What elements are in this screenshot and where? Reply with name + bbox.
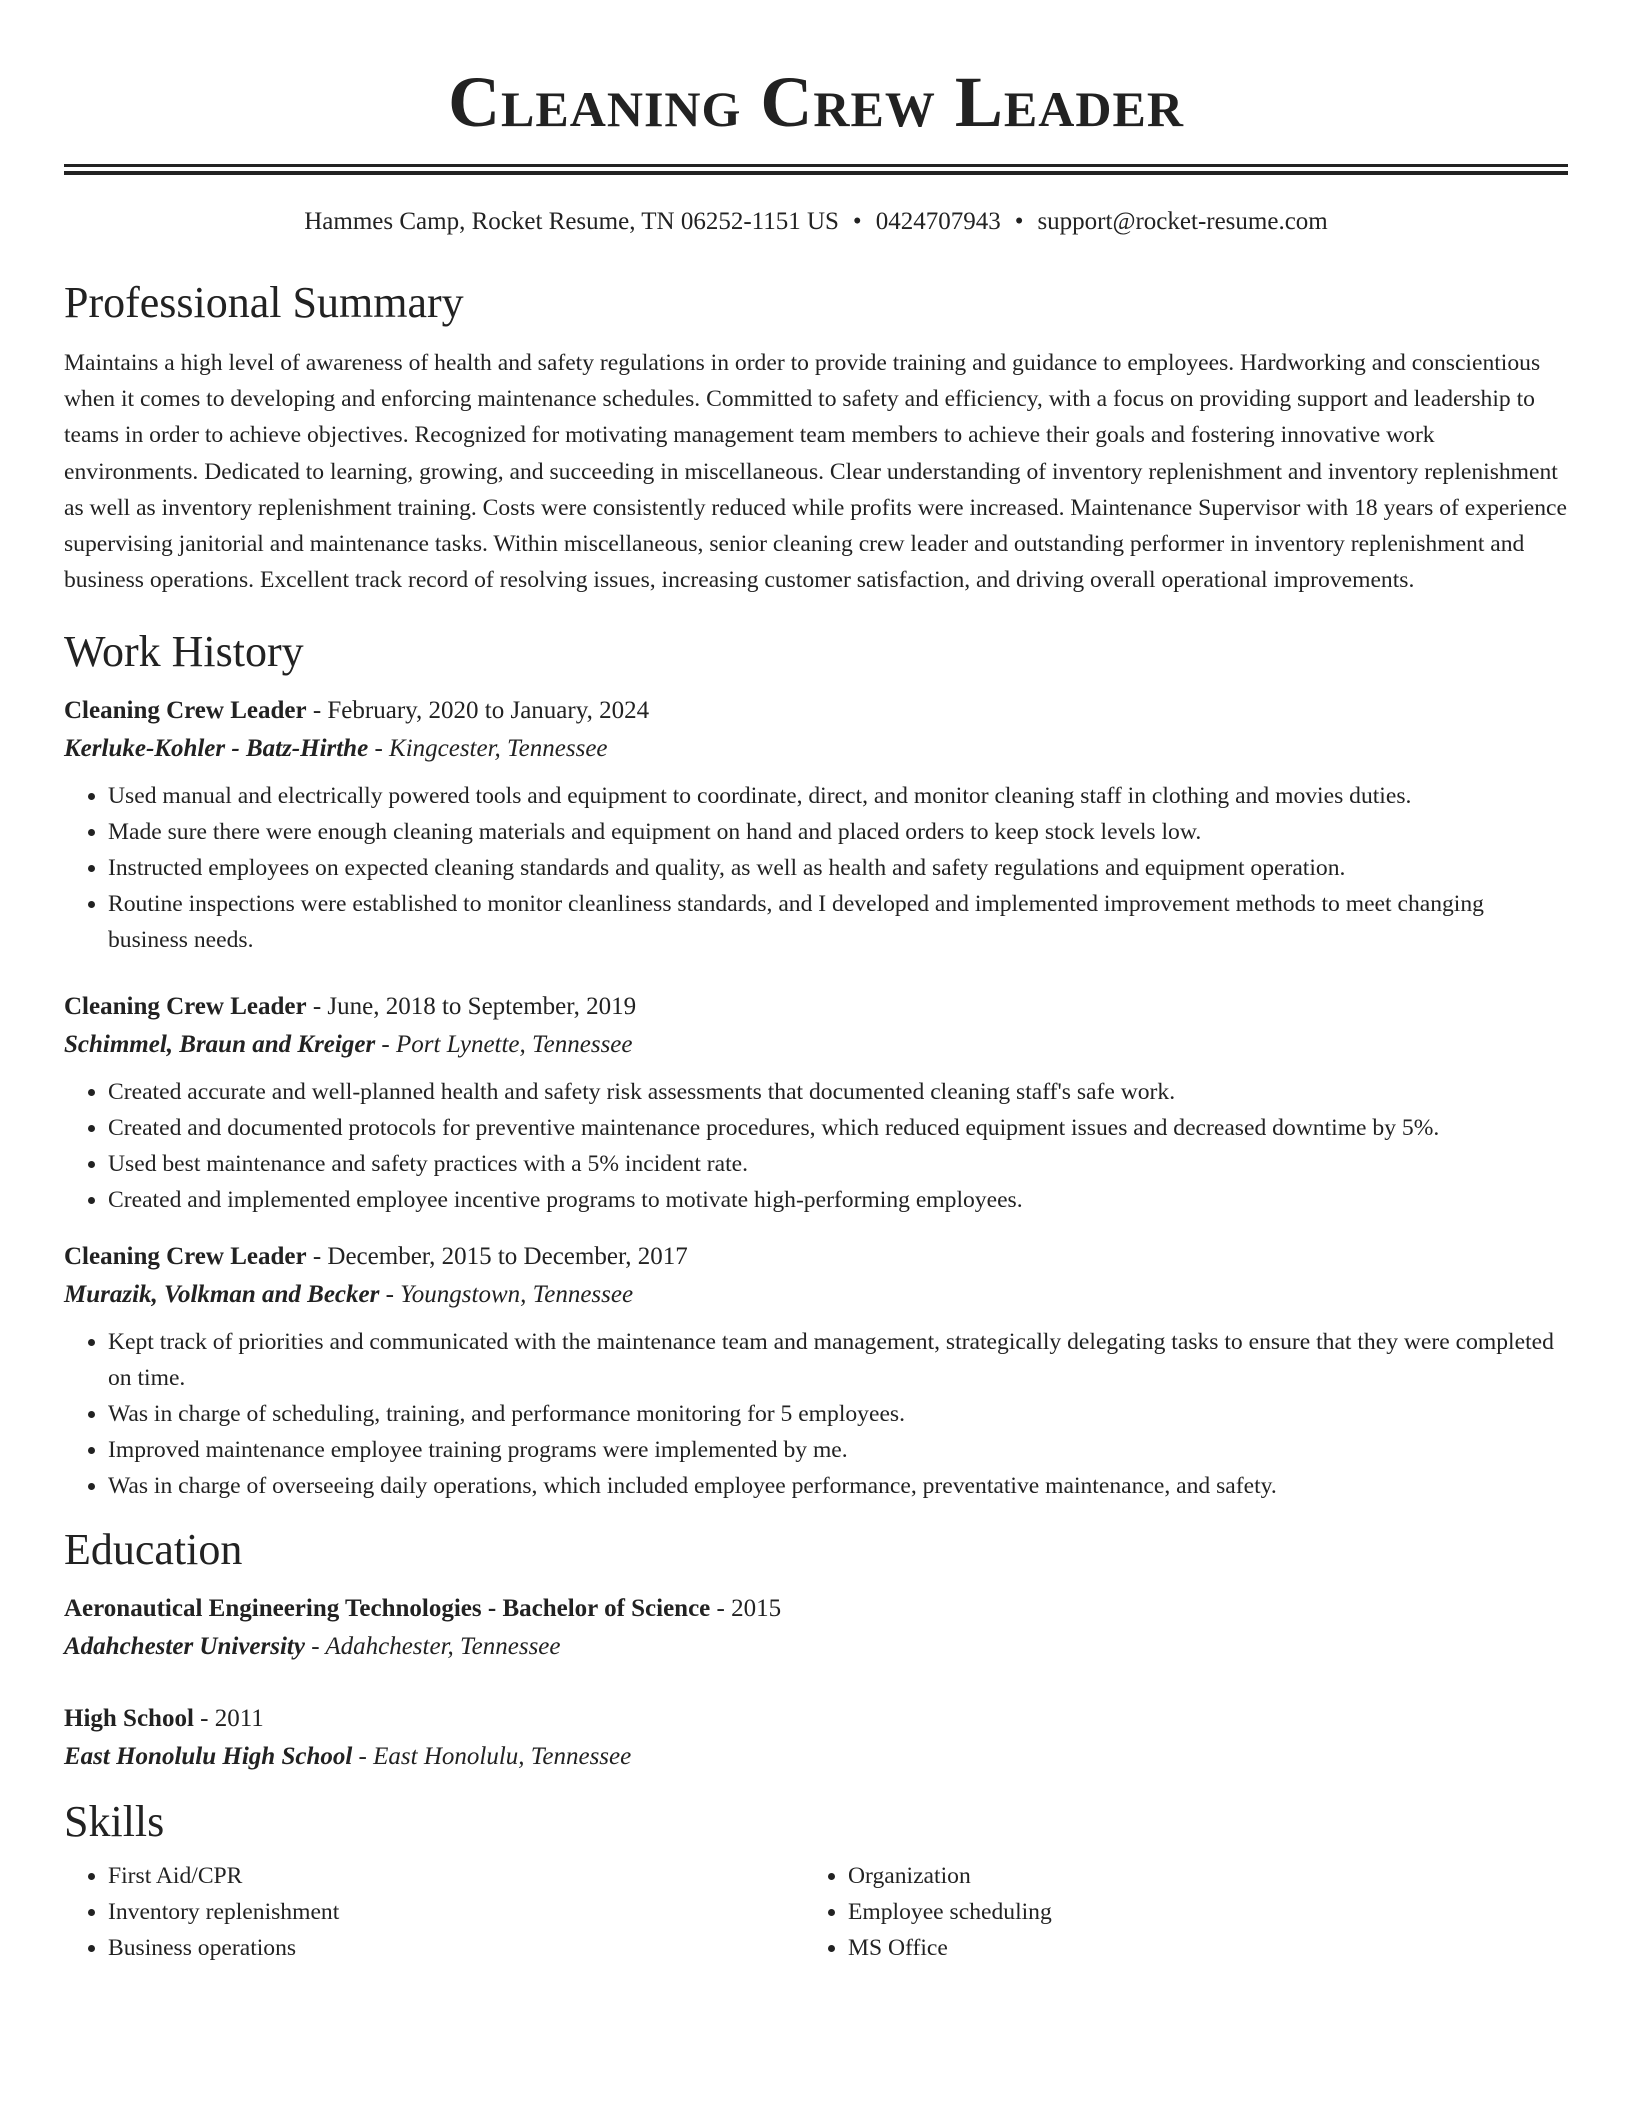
education-school-line (64, 1628, 1568, 1666)
education-header (64, 1590, 1568, 1628)
job-bullets (64, 1324, 1568, 1504)
education-location: - East Honolulu, Tennessee (352, 1743, 632, 1771)
job-company: Schimmel, Braun and Kreiger (64, 1031, 376, 1059)
list-item: • Kept track of priorities and communicated with the maintenance team and management, strategically delegating tasks to ensure that they were completed on time. (108, 1324, 1568, 1396)
job-dates: - February, 2020 to January, 2024 (306, 697, 650, 725)
education-degree: Aeronautical Engineering Technologies - Bachelor of Science (64, 1595, 711, 1623)
job-location: - Kingcester, Tennessee (368, 735, 608, 763)
education-school: East Honolulu High School (64, 1743, 353, 1771)
job-dates: - December, 2015 to December, 2017 (306, 1243, 688, 1271)
job-entry (64, 1238, 1568, 1504)
list-item: • Was in charge of overseeing daily operations, which included employee performance, preventative maintenance, and safety. (108, 1468, 1568, 1504)
contact-separator: • (1014, 208, 1024, 235)
contact-address: Hammes Camp, Rocket Resume, TN 06252-1151 US (304, 208, 839, 235)
job-company-line (64, 730, 1568, 768)
job-bullets (64, 778, 1568, 958)
list-item: • Instructed employees on expected cleaning standards and quality, as well as health and safety regulations and equipment operation. (108, 850, 1568, 886)
education-entry (64, 1700, 1568, 1776)
education-degree: High School (64, 1705, 194, 1733)
education-entry (64, 1590, 1568, 1666)
list-item: • Improved maintenance employee training programs were implemented by me. (108, 1432, 1568, 1468)
skill-item: • Employee scheduling (848, 1894, 1544, 1930)
job-company-line (64, 1026, 1568, 1064)
job-entry (64, 692, 1568, 958)
skills-list-right (804, 1858, 1544, 1966)
education-year: - 2015 (710, 1595, 782, 1623)
list-item: • Created and implemented employee incentive programs to motivate high-performing employees. (108, 1182, 1568, 1218)
job-role: Cleaning Crew Leader (64, 993, 307, 1021)
skills-list-left (64, 1858, 804, 1966)
job-location: - Port Lynette, Tennessee (375, 1031, 633, 1059)
contact-email: support@rocket-resume.com (1037, 208, 1328, 235)
job-bullets (64, 1074, 1568, 1218)
education-header (64, 1700, 1568, 1738)
skill-item: • Inventory replenishment (108, 1894, 804, 1930)
list-item: • Created accurate and well-planned health and safety risk assessments that documented cleaning staff's safe work. (108, 1074, 1568, 1110)
job-header (64, 1238, 1568, 1276)
resume-name: Cleaning Crew Leader (448, 62, 1184, 142)
skill-item: • First Aid/CPR (108, 1858, 804, 1894)
job-company-line (64, 1276, 1568, 1314)
job-role: Cleaning Crew Leader (64, 1243, 307, 1271)
list-item: • Made sure there were enough cleaning materials and equipment on hand and placed orders to keep stock levels low. (108, 814, 1568, 850)
job-location: - Youngstown, Tennessee (379, 1281, 634, 1309)
education-location: - Adahchester, Tennessee (304, 1633, 561, 1661)
skills-column-right (804, 1858, 1544, 1966)
skill-item: • MS Office (848, 1930, 1544, 1966)
section-title-work-history: Work History (64, 627, 304, 677)
job-header (64, 988, 1568, 1026)
list-item: • Used manual and electrically powered tools and equipment to coordinate, direct, and monitor cleaning staff in clothing and movies duties. (108, 778, 1568, 814)
job-company: Murazik, Volkman and Becker (64, 1281, 380, 1309)
header-double-rule (64, 164, 1568, 175)
list-item: • Routine inspections were established to monitor cleanliness standards, and I developed and implemented improvement methods to meet changing business needs. (108, 886, 1568, 958)
skills-column-left (64, 1858, 804, 1966)
skill-item: • Organization (848, 1858, 1544, 1894)
education-school: Adahchester University (64, 1633, 305, 1661)
skill-item: • Business operations (108, 1930, 804, 1966)
section-title-skills: Skills (64, 1797, 165, 1847)
job-role: Cleaning Crew Leader (64, 697, 307, 725)
section-title-education: Education (64, 1525, 243, 1575)
job-dates: - June, 2018 to September, 2019 (306, 993, 637, 1021)
summary-text: Maintains a high level of awareness of health and safety regulations in order to provide training and guidance to employees. Hardworking and conscientious when it comes to developing and enforcing maintenance schedules. Committed to safety and efficiency, with a focus on providing support and leadership to teams in order to achieve objectives. Recognized for motivating management team members to achieve their goals and fostering innovative work environments. Dedicated to learning, growing, and succeeding in miscellaneous. Clear understanding of inventory replenishment and inventory replenishment as well as inventory replenishment training. Costs were consistently reduced while profits were increased. Maintenance Supervisor with 18 years of experience supervising janitorial and maintenance tasks. Within miscellaneous, senior cleaning crew leader and outstanding performer in inventory replenishment and business operations. Excellent track record of resolving issues, increasing customer satisfaction, and driving overall operational improvements. (64, 350, 1567, 594)
list-item: • Used best maintenance and safety practices with a 5% incident rate. (108, 1146, 1568, 1182)
education-year: - 2011 (193, 1705, 264, 1733)
job-header (64, 692, 1568, 730)
job-entry (64, 988, 1568, 1218)
section-title-summary: Professional Summary (64, 278, 464, 327)
skills-grid (64, 1858, 1568, 1966)
contact-line (64, 205, 1568, 239)
list-item: • Was in charge of scheduling, training, and performance monitoring for 5 employees. (108, 1396, 1568, 1432)
contact-phone: 0424707943 (875, 208, 1001, 235)
job-company: Kerluke-Kohler - Batz-Hirthe (64, 735, 369, 763)
education-school-line (64, 1738, 1568, 1776)
contact-separator: • (852, 208, 862, 235)
list-item: • Created and documented protocols for preventive maintenance procedures, which reduced equipment issues and decreased downtime by 5%. (108, 1110, 1568, 1146)
